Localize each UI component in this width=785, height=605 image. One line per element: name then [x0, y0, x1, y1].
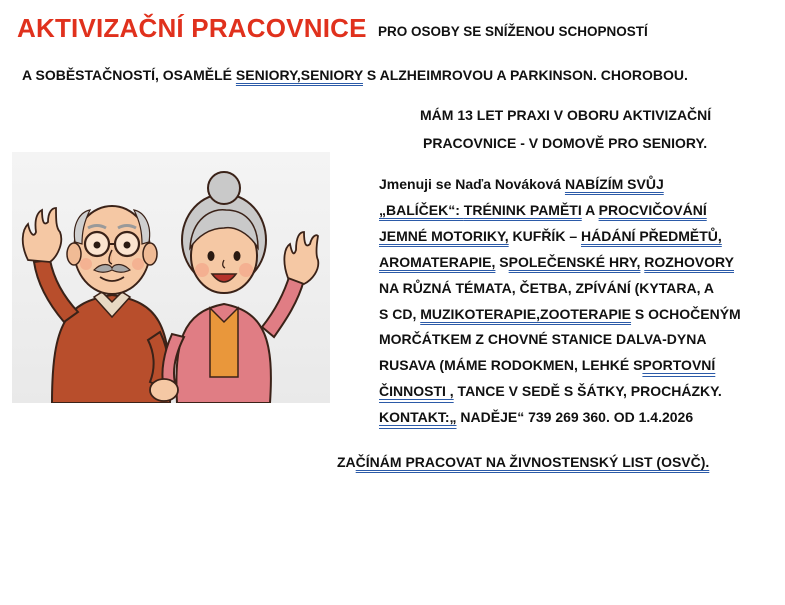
contact-row [379, 405, 779, 431]
elderly-couple-illustration [12, 152, 330, 403]
offer-text: S CD, [379, 305, 421, 322]
footer-text: ZA [337, 454, 356, 470]
offer-highlight: POLEČENSKÉ HRY, [508, 253, 641, 270]
offer-highlight: PROCVIČOVÁNÍ [598, 201, 707, 218]
offer-highlight: TRÉNINK PAMĚTI [463, 201, 582, 218]
offer-row [379, 198, 779, 224]
page-subtitle: PRO OSOBY SE SNÍŽENOU SCHOPNOSTÍ [378, 24, 648, 39]
page-title: AKTIVIZAČNÍ PRACOVNICE [17, 13, 367, 43]
experience-line-2: PRACOVNICE - V DOMOVĚ PRO SENIORY. [423, 135, 708, 151]
audience-line [22, 67, 688, 83]
offer-row [379, 302, 779, 328]
offer-text: RUSAVA (MÁME RODOKMEN, LEHKÉ S [379, 357, 643, 374]
offer-highlight: JEMNÉ MOTORIKY, [379, 227, 509, 244]
offer-text: MORČÁTKEM Z CHOVNÉ STANICE DALVA-DYNA [379, 331, 707, 348]
offer-text: S OCHOČENÝM [631, 305, 741, 322]
offer-row [379, 353, 779, 379]
contact-label: KONTAKT:„ [379, 409, 457, 426]
offer-highlight: HÁDÁNÍ PŘEDMĚTŮ, [581, 227, 722, 244]
offer-highlight: MUZIKOTERAPIE,ZOOTERAPIE [420, 305, 632, 322]
offer-row [379, 379, 779, 405]
offer-text: NA RŮZNÁ TÉMATA, ČETBA, ZPÍVÁNÍ (KYTARA, A [379, 279, 714, 296]
offer-text: TANCE V SEDĚ S ŠÁTKY, PROCHÁZKY. [453, 383, 722, 400]
offer-highlight: „BALÍČEK“: [379, 201, 464, 218]
footer-note [337, 454, 709, 470]
offer-highlight: PORTOVNÍ [642, 357, 716, 374]
offer-text: A [581, 201, 599, 218]
offer-text: KUFŘÍK – [508, 227, 581, 244]
footer-highlight: ČÍNÁM PRACOVAT NA ŽIVNOSTENSKÝ LIST (OSVČ). [355, 454, 710, 470]
offer-row [379, 172, 779, 198]
offer-row [379, 224, 779, 250]
offer-highlight: ROZHOVORY [644, 253, 734, 270]
offer-text: Jmenuji se Naďa Nováková [379, 176, 565, 192]
experience-line-1: MÁM 13 LET PRAXI V OBORU AKTIVIZAČNÍ [420, 107, 712, 123]
offer-row [379, 327, 779, 353]
offer-row [379, 250, 779, 276]
audience-prefix: A SOBĚSTAČNOSTÍ, OSAMĚLÉ [22, 67, 236, 83]
offer-highlight: NABÍZÍM SVŮJ [564, 176, 664, 192]
contact-details: NADĚJE“ 739 269 360. OD 1.4.2026 [456, 409, 694, 426]
offer-highlight: ČINNOSTI , [379, 383, 454, 400]
offer-text: S [495, 253, 509, 270]
offer-highlight: AROMATERAPIE, [379, 253, 496, 270]
offer-block [379, 172, 779, 431]
offer-row [379, 276, 779, 302]
audience-suffix: S ALZHEIMROVOU A PARKINSON. CHOROBOU. [362, 67, 688, 83]
audience-highlight: SENIORY,SENIORY [235, 67, 363, 83]
